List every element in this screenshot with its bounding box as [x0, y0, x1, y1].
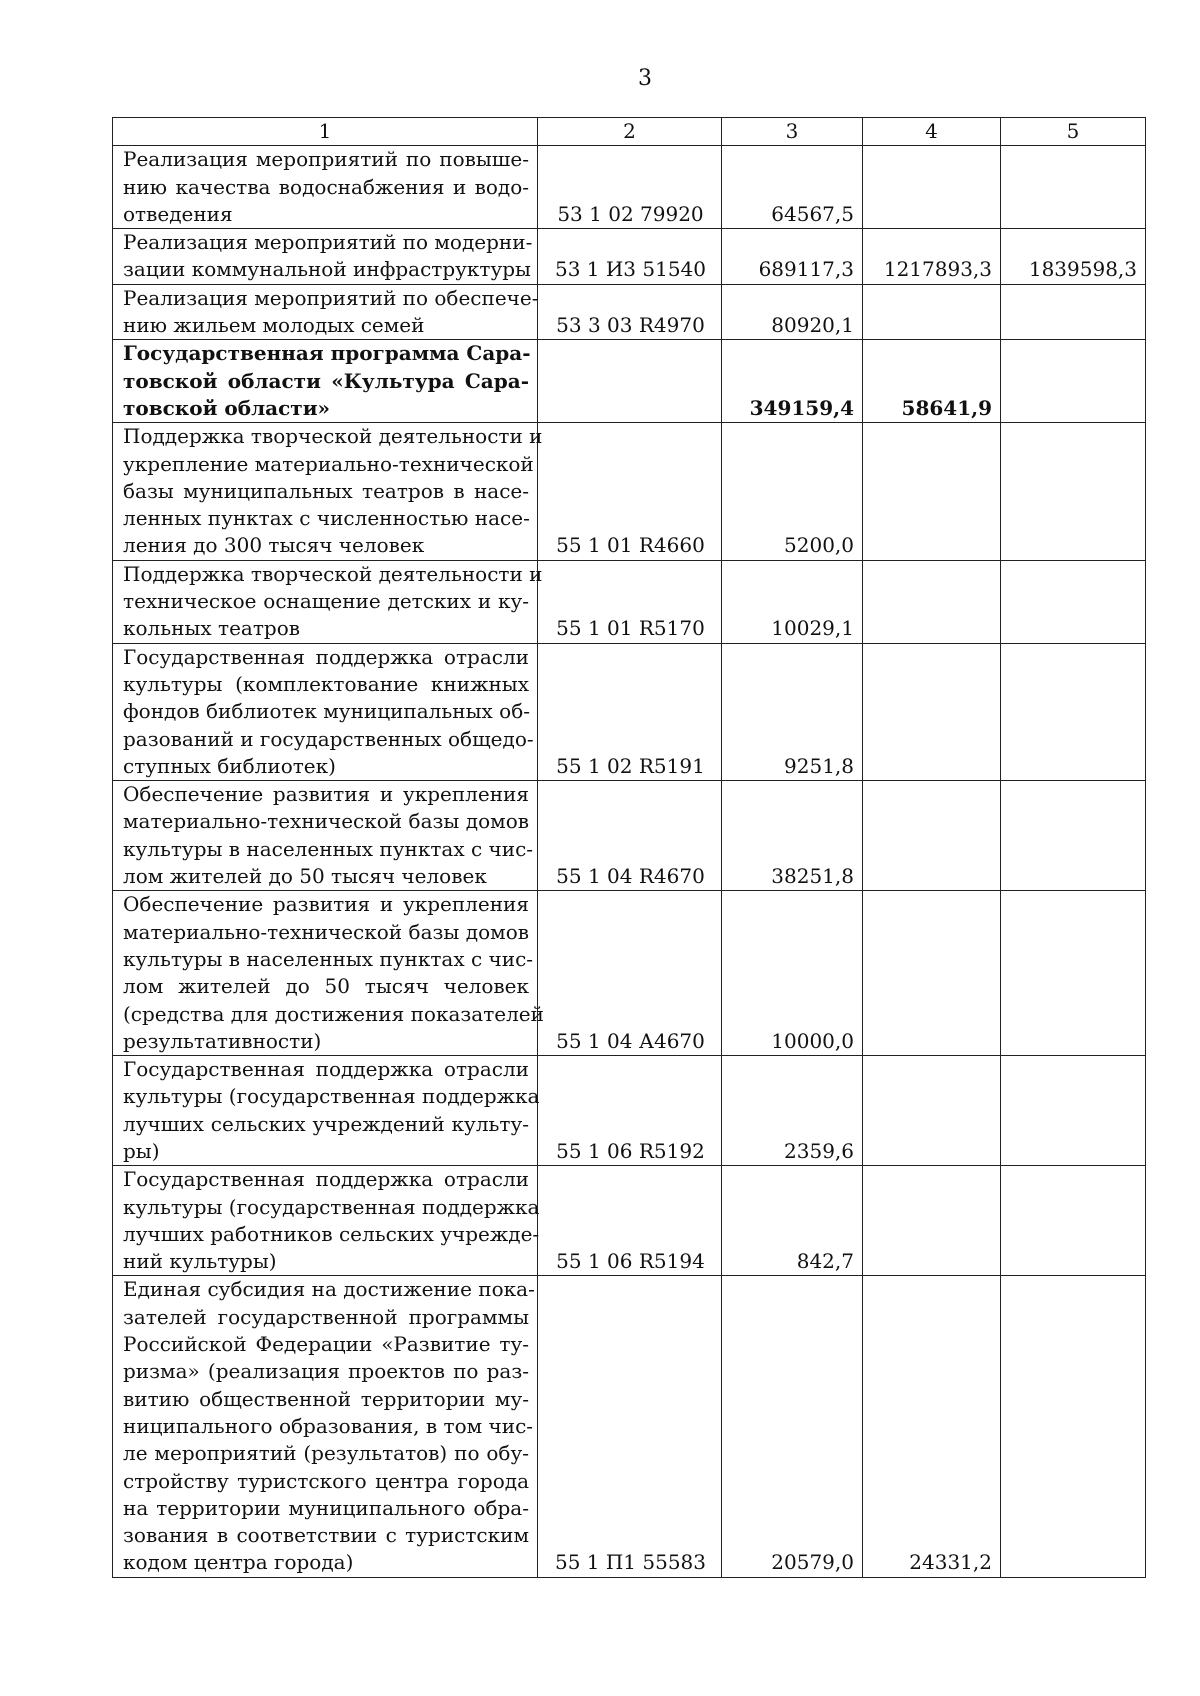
description-line: культуры (комплектование книжных — [123, 671, 529, 696]
table-row — [113, 1166, 1146, 1276]
description-line: Единая субсидия на достижение пока- — [123, 1277, 535, 1302]
header-cell-2: 2 — [538, 118, 722, 146]
row-value-col3: 10029,1 — [722, 560, 863, 643]
table-row — [113, 146, 1146, 229]
description-line: лом жителей до 50 тысяч человек — [123, 864, 487, 889]
row-value-col3: 349159,4 — [722, 340, 863, 423]
description-line: отведения — [123, 201, 233, 226]
description-line: кольных театров — [123, 616, 301, 641]
description-line: нию жильем молодых семей — [123, 313, 425, 338]
description-line: Реализация мероприятий по обеспече- — [123, 285, 539, 310]
row-description — [113, 781, 538, 891]
row-description — [113, 1276, 538, 1577]
description-line: ризма» (реализация проектов по раз- — [123, 1359, 529, 1384]
description-line: культуры в населенных пунктах с чис- — [123, 946, 534, 971]
row-value-col3: 20579,0 — [722, 1276, 863, 1577]
table-row — [113, 560, 1146, 643]
row-value-col4 — [863, 643, 1001, 780]
table-row — [113, 1276, 1146, 1577]
description-line: на территории муниципального обра- — [123, 1495, 529, 1520]
row-code: 53 1 02 79920 — [538, 146, 722, 229]
table-row — [113, 643, 1146, 780]
description-line: ры) — [123, 1138, 160, 1163]
description-line: культуры (государственная поддержка — [123, 1194, 540, 1219]
row-value-col3: 80920,1 — [722, 284, 863, 340]
row-description — [113, 284, 538, 340]
row-value-col5 — [1001, 1166, 1146, 1276]
row-value-col5 — [1001, 891, 1146, 1056]
description-line: зателей государственной программы — [123, 1304, 529, 1329]
row-description — [113, 146, 538, 229]
row-value-col5 — [1001, 1056, 1146, 1166]
description-line: лучших сельских учреждений культу- — [123, 1111, 529, 1136]
description-line: стройству туристского центра города — [123, 1468, 529, 1493]
row-value-col5 — [1001, 340, 1146, 423]
row-value-col4 — [863, 1056, 1001, 1166]
row-description — [113, 560, 543, 643]
row-value-col3: 38251,8 — [722, 781, 863, 891]
description-line: Российской Федерации «Развитие ту- — [123, 1332, 529, 1357]
description-line: Государственная программа Сара- — [123, 341, 531, 366]
description-line: Реализация мероприятий по повыше- — [123, 147, 529, 172]
row-value-col4: 24331,2 — [863, 1276, 1001, 1577]
description-line: ниципального образования, в том чис- — [123, 1413, 534, 1438]
description-line: Обеспечение развития и укрепления — [123, 782, 529, 807]
row-value-col3: 5200,0 — [722, 423, 863, 560]
description-line: культуры в населенных пунктах с чис- — [123, 836, 534, 861]
description-line: (средства для достижения показателей — [123, 1001, 544, 1026]
row-code — [538, 340, 722, 423]
row-value-col4: 1217893,3 — [863, 229, 1001, 285]
description-line: зования в соответствии с туристским — [123, 1523, 529, 1548]
description-line: Государственная поддержка отрасли — [123, 1167, 529, 1192]
header-cell-1: 1 — [113, 118, 538, 146]
description-line: ленных пунктах с численностью насе- — [123, 506, 530, 531]
row-code: 55 1 04 R4670 — [538, 781, 722, 891]
description-line: нию качества водоснабжения и водо- — [123, 174, 529, 199]
description-line: материально-технической базы домов — [123, 809, 529, 834]
table-row — [113, 891, 1146, 1056]
description-line: ний культуры) — [123, 1249, 277, 1274]
description-line: техническое оснащение детских и ку- — [123, 589, 529, 614]
row-value-col4 — [863, 1166, 1001, 1276]
description-line: материально-технической базы домов — [123, 919, 529, 944]
row-code: 55 1 06 R5192 — [538, 1056, 722, 1166]
table-row — [113, 781, 1146, 891]
row-code: 55 1 06 R5194 — [538, 1166, 722, 1276]
row-value-col4 — [863, 781, 1001, 891]
description-line: Обеспечение развития и укрепления — [123, 892, 529, 917]
description-line: кодом центра города) — [123, 1550, 354, 1575]
description-line: ступных библиотек) — [123, 753, 336, 778]
table-row — [113, 423, 1146, 560]
description-line: товской области «Культура Сара- — [123, 368, 529, 393]
row-code: 53 3 03 R4970 — [538, 284, 722, 340]
row-value-col5 — [1001, 284, 1146, 340]
row-value-col4: 58641,9 — [863, 340, 1001, 423]
table-row — [113, 340, 1146, 423]
row-value-col4 — [863, 423, 1001, 560]
description-line: результативности) — [123, 1028, 322, 1053]
row-description — [113, 340, 538, 423]
row-description — [113, 891, 544, 1056]
row-value-col5 — [1001, 643, 1146, 780]
row-code: 55 1 04 А4670 — [538, 891, 722, 1056]
row-value-col4 — [863, 284, 1001, 340]
description-line: базы муниципальных театров в насе- — [123, 478, 529, 503]
row-value-col5 — [1001, 423, 1146, 560]
page-number: 3 — [638, 66, 652, 91]
row-value-col5 — [1001, 781, 1146, 891]
description-line: укрепление материально-технической — [123, 451, 534, 476]
row-value-col3: 10000,0 — [722, 891, 863, 1056]
row-description — [113, 229, 538, 285]
description-line: культуры (государственная поддержка — [123, 1084, 540, 1109]
row-value-col3: 64567,5 — [722, 146, 863, 229]
table-row — [113, 284, 1146, 340]
description-line: фондов библиотек муниципальных об- — [123, 699, 530, 724]
row-value-col5 — [1001, 146, 1146, 229]
row-value-col5 — [1001, 560, 1146, 643]
description-line: разований и государственных общедо- — [123, 726, 534, 751]
row-description — [113, 1166, 538, 1276]
header-cell-4: 4 — [863, 118, 1001, 146]
row-value-col3: 2359,6 — [722, 1056, 863, 1166]
description-line: лом жителей до 50 тысяч человек — [123, 974, 529, 999]
description-line: Реализация мероприятий по модерни- — [123, 230, 533, 255]
row-code: 55 1 П1 55583 — [538, 1276, 722, 1577]
row-code: 55 1 02 R5191 — [538, 643, 722, 780]
description-line: Государственная поддержка отрасли — [123, 1057, 529, 1082]
row-value-col4 — [863, 146, 1001, 229]
header-cell-3: 3 — [722, 118, 863, 146]
description-line: ления до 300 тысяч человек — [123, 533, 425, 558]
description-line: Поддержка творческой деятельности и — [123, 561, 543, 586]
row-description — [113, 643, 538, 780]
description-line: ле мероприятий (результатов) по обу- — [123, 1441, 529, 1466]
row-value-col3: 9251,8 — [722, 643, 863, 780]
description-line: Поддержка творческой деятельности и — [123, 424, 543, 449]
row-value-col5: 1839598,3 — [1001, 229, 1146, 285]
header-cell-5: 5 — [1001, 118, 1146, 146]
table-row — [113, 1056, 1146, 1166]
description-line: Государственная поддержка отрасли — [123, 644, 529, 669]
row-value-col5 — [1001, 1276, 1146, 1577]
row-value-col4 — [863, 560, 1001, 643]
description-line: товской области» — [123, 395, 331, 420]
row-code: 53 1 И3 51540 — [538, 229, 722, 285]
row-code: 55 1 01 R4660 — [538, 423, 722, 560]
header-row — [113, 118, 1146, 146]
row-value-col3: 689117,3 — [722, 229, 863, 285]
description-line: витию общественной территории му- — [123, 1386, 529, 1411]
row-value-col4 — [863, 891, 1001, 1056]
row-description — [113, 1056, 538, 1166]
description-line: зации коммунальной инфраструктуры — [123, 257, 531, 282]
row-description — [113, 423, 543, 560]
budget-table — [112, 117, 1146, 1578]
row-value-col3: 842,7 — [722, 1166, 863, 1276]
table-row — [113, 229, 1146, 285]
description-line: лучших работников сельских учрежде- — [123, 1221, 540, 1246]
row-code: 55 1 01 R5170 — [538, 560, 722, 643]
